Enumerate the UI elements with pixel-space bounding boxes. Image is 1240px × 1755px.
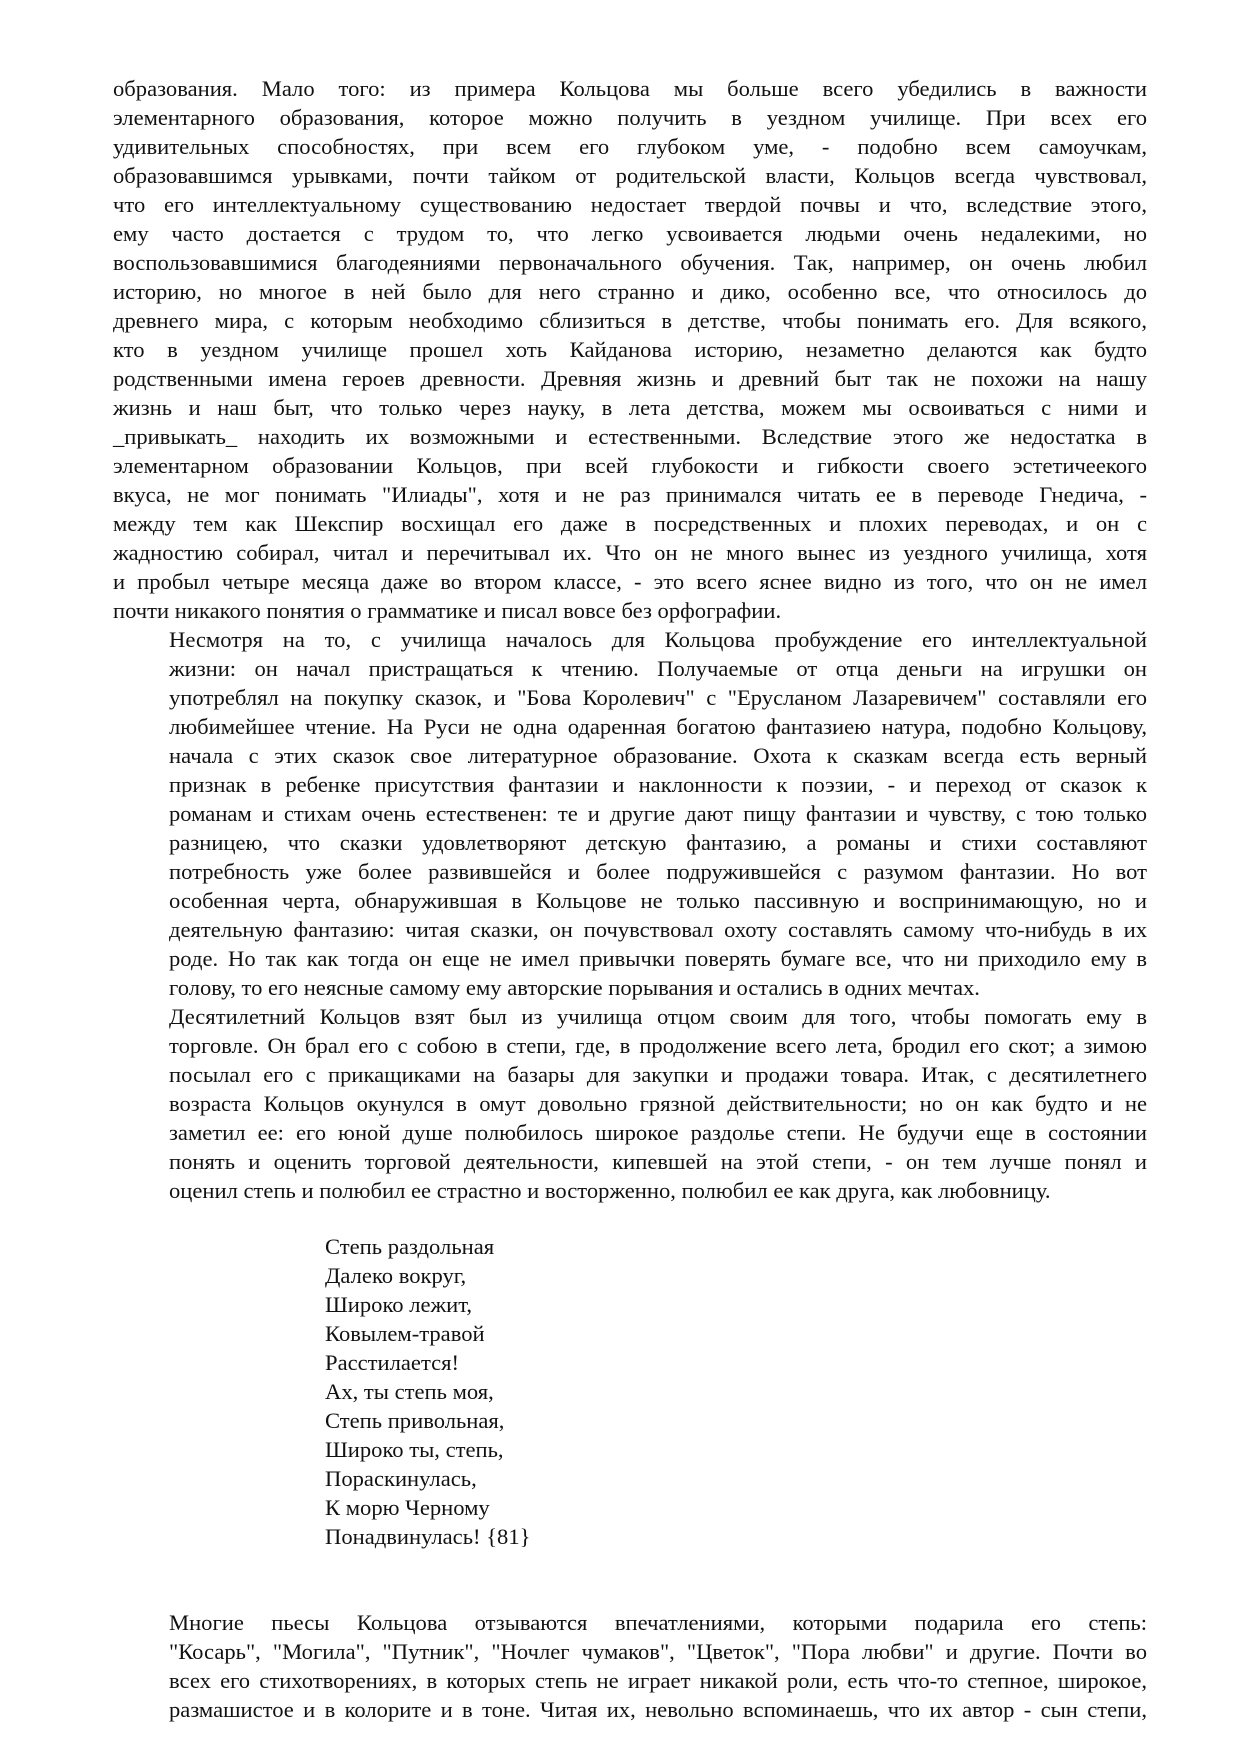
poem-line: Пораскинулась, — [325, 1466, 477, 1491]
text-line: деятельную фантазию: читая сказки, он почувствовал охоту составлять самому что-нибудь в их — [169, 917, 1147, 942]
document-page — [113, 74, 1147, 1724]
text-line: вкуса, не мог понимать "Илиады", хотя и не раз принимался читать ее в переводе Гнедича, - — [113, 482, 1147, 507]
text-line: _привыкать_ находить их возможными и естественными. Вследствие этого же недостатка в — [113, 424, 1147, 449]
text-line: торговле. Он брал его с собою в степи, где, в продолжение всего лета, бродил его скот; а зимою — [169, 1033, 1147, 1058]
text-line: жизнь и наш быт, что только через науку, в лета детства, можем мы освоиваться с ними и — [113, 395, 1147, 420]
text-line: возраста Кольцов окунулся в омут довольно грязной действительности; но он как будто и не — [169, 1091, 1147, 1116]
poem-line: Степь раздольная — [325, 1234, 495, 1259]
text-line: Несмотря на то, с училища началось для Кольцова пробуждение его интеллектуальной — [169, 627, 1147, 652]
poem — [325, 1232, 1147, 1551]
text-line: особенная черта, обнаружившая в Кольцове не только пассивную и воспринимающую, но и — [169, 888, 1147, 913]
text-line: жадностию собирал, читал и перечитывал их. Что он не много вынес из уездного училища, хотя — [113, 540, 1147, 565]
text-line: образования. Мало того: из примера Кольцова мы больше всего убедились в важности — [113, 76, 1147, 101]
text-line: ему часто достается с трудом то, что легко усвоивается людьми очень недалекими, но — [113, 221, 1147, 246]
text-line: признак в ребенке присутствия фантазии и наклонности к поэзии, - и переход от сказок к — [169, 772, 1147, 797]
paragraph-2 — [113, 625, 1147, 1002]
text-line: почти никакого понятия о грамматике и писал вовсе без орфографии. — [113, 598, 782, 623]
paragraph-1 — [113, 74, 1147, 625]
text-line: древнего мира, с которым необходимо сблизиться в детстве, чтобы понимать его. Для всякого, — [113, 308, 1147, 333]
text-line: роде. Но так как тогда он еще не имел привычки поверять бумаге все, что ни приходило ему в — [169, 946, 1147, 971]
poem-line: К морю Черному — [325, 1495, 490, 1520]
text-line: элементарного образования, которое можно получить в уездном училище. При всех его — [113, 105, 1147, 130]
poem-line: Широко ты, степь, — [325, 1437, 504, 1462]
text-line: между тем как Шекспир восхищал его даже в посредственных и плохих переводах, и он с — [113, 511, 1147, 536]
text-line: что его интеллектуальному существованию недостает твердой почвы и что, вследствие этого, — [113, 192, 1147, 217]
text-line: образовавшимся урывками, почти тайком от родительской власти, Кольцов всегда чувствовал, — [113, 163, 1147, 188]
text-line: оценил степь и полюбил ее страстно и восторженно, полюбил ее как друга, как любовницу. — [169, 1178, 1051, 1203]
text-line: родственными имена героев древности. Древняя жизнь и древний быт так не похожи на нашу — [113, 366, 1147, 391]
poem-line: Расстилается! — [325, 1350, 460, 1375]
text-line: заметил ее: его юной душе полюбилось широкое раздолье степи. Не будучи еще в состоянии — [169, 1120, 1147, 1145]
text-line: Многие пьесы Кольцова отзываются впечатлениями, которыми подарила его степь: — [169, 1610, 1147, 1635]
text-line: историю, но многое в ней было для него странно и дико, особенно все, что относилось до — [113, 279, 1147, 304]
text-line: жизни: он начал пристращаться к чтению. Получаемые от отца деньги на игрушки он — [169, 656, 1147, 681]
text-line: размашистое и в колорите и в тоне. Читая их, невольно вспоминаешь, что их автор - сын степи, — [169, 1697, 1147, 1722]
text-line: элементарном образовании Кольцов, при всей глубокости и гибкости своего эстетичеекого — [113, 453, 1147, 478]
text-line: употреблял на покупку сказок, и "Бова Королевич" с "Ерусланом Лазаревичем" составляли его — [169, 685, 1147, 710]
text-line: посылал его с прикащиками на базары для закупки и продажи товара. Итак, с десятилетнего — [169, 1062, 1147, 1087]
poem-line: Понадвинулась! {81} — [325, 1524, 531, 1549]
text-line: всех его стихотворениях, в которых степь не играет никакой роли, есть что-то степное, широкое, — [169, 1668, 1147, 1693]
text-line: воспользовавшимися благодеяниями первоначального обучения. Так, например, он очень любил — [113, 250, 1147, 275]
text-line: потребность уже более развившейся и более подружившейся с разумом фантазии. Но вот — [169, 859, 1147, 884]
text-line: любимейшее чтение. На Руси не одна одаренная богатою фантазиею натура, подобно Кольцову, — [169, 714, 1147, 739]
paragraph-closing — [113, 1608, 1147, 1724]
text-line: романам и стихам очень естественен: те и другие дают пищу фантазии и чувству, с тою только — [169, 801, 1147, 826]
poem-line: Степь привольная, — [325, 1408, 505, 1433]
poem-line: Ковылем-травой — [325, 1321, 485, 1346]
text-line: "Косарь", "Могила", "Путник", "Ночлег чумаков", "Цветок", "Пора любви" и другие. Почти во — [169, 1639, 1147, 1664]
text-line: и пробыл четыре месяца даже во втором классе, - это всего яснее видно из того, что он не имел — [113, 569, 1147, 594]
text-line: Десятилетний Кольцов взят был из училища отцом своим для того, чтобы помогать ему в — [169, 1004, 1147, 1029]
text-line: начала с этих сказок свое литературное образование. Охота к сказкам всегда есть верный — [169, 743, 1147, 768]
paragraph-3 — [113, 1002, 1147, 1205]
poem-line: Ах, ты степь моя, — [325, 1379, 494, 1404]
text-line: удивительных способностях, при всем его глубоком уме, - подобно всем самоучкам, — [113, 134, 1147, 159]
text-line: разницею, что сказки удовлетворяют детскую фантазию, а романы и стихи составляют — [169, 830, 1147, 855]
poem-line: Широко лежит, — [325, 1292, 473, 1317]
text-line: голову, то его неясные самому ему авторские порывания и остались в одних мечтах. — [169, 975, 980, 1000]
text-line: понять и оценить торговой деятельности, кипевшей на этой степи, - он тем лучше понял и — [169, 1149, 1147, 1174]
poem-line: Далеко вокруг, — [325, 1263, 467, 1288]
text-line: кто в уездном училище прошел хоть Кайданова историю, незаметно делаются как будто — [113, 337, 1147, 362]
